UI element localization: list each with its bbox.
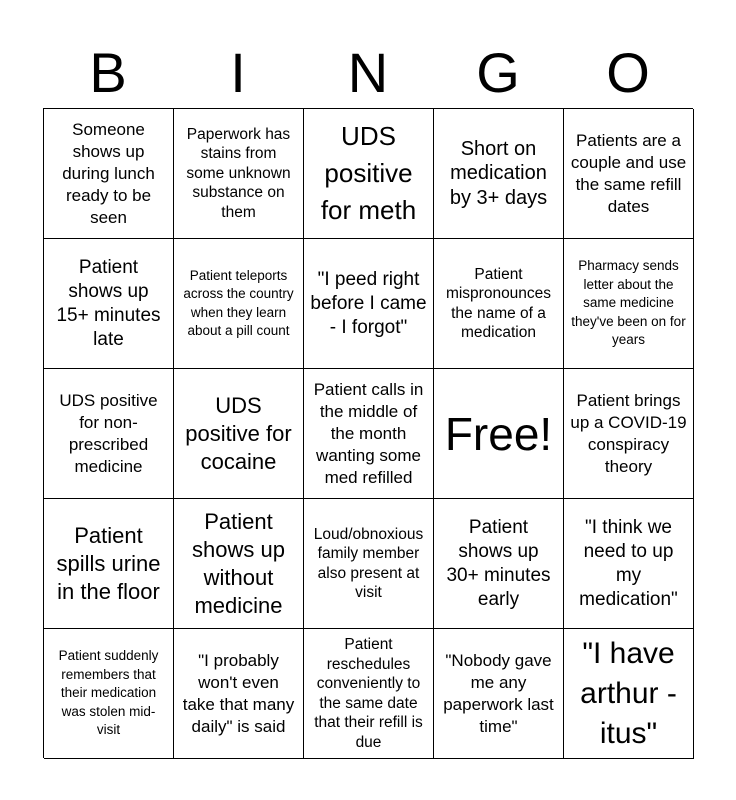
bingo-cell[interactable]	[174, 369, 304, 499]
bingo-cell[interactable]	[564, 499, 694, 629]
bingo-cell[interactable]	[44, 499, 174, 629]
cell-text: Patient shows up 15+ minutes late	[56, 256, 161, 350]
cell-text: "I peed right before I came - I forgot"	[310, 268, 427, 338]
bingo-cell[interactable]	[564, 109, 694, 239]
header-letter-n: N	[347, 41, 389, 104]
bingo-cell[interactable]	[304, 629, 434, 759]
bingo-cell[interactable]	[304, 239, 434, 369]
cell-text: Patient brings up a COVID-19 conspiracy theory	[570, 390, 687, 476]
cell-text: Patient mispronounces the name of a medication	[445, 265, 552, 341]
cell-text: Someone shows up during lunch ready to be seen	[62, 119, 155, 227]
bingo-cell[interactable]	[304, 499, 434, 629]
cell-text: Free!	[444, 407, 553, 460]
cell-text: Patients are a couple and use the same refill dates	[570, 130, 687, 216]
bingo-header	[43, 38, 693, 108]
bingo-cell[interactable]	[564, 239, 694, 369]
cell-text: "Nobody gave me any paperwork last time"	[443, 650, 554, 736]
cell-text: Patient suddenly remembers that their medication was stolen mid-visit	[58, 648, 159, 738]
bingo-cell[interactable]	[564, 629, 694, 759]
cell-text: Patient teleports across the country when they learn about a pill count	[183, 267, 294, 338]
cell-text: UDS positive for meth	[320, 121, 417, 225]
cell-text: "I have arthur - itus"	[580, 636, 677, 750]
header-letter-o: O	[606, 41, 650, 104]
bingo-cell[interactable]	[434, 109, 564, 239]
cell-text: UDS positive for non-prescribed medicine	[59, 390, 158, 476]
bingo-cell[interactable]	[44, 369, 174, 499]
cell-text: "I think we need to up my medication"	[579, 516, 678, 610]
bingo-cell[interactable]	[304, 369, 434, 499]
cell-text: Loud/obnoxious family member also present at visit	[313, 525, 424, 601]
bingo-cell[interactable]	[174, 239, 304, 369]
bingo-cell[interactable]	[174, 499, 304, 629]
bingo-cell[interactable]	[44, 239, 174, 369]
bingo-board	[43, 108, 693, 758]
header-letter-i: I	[230, 41, 246, 104]
cell-text: Pharmacy sends letter about the same medicine they've been on for years	[571, 258, 686, 348]
bingo-cell[interactable]	[44, 109, 174, 239]
bingo-cell[interactable]	[434, 629, 564, 759]
bingo-cell[interactable]	[174, 109, 304, 239]
cell-text: Short on medication by 3+ days	[449, 137, 548, 209]
free-space[interactable]	[434, 369, 564, 499]
bingo-cell[interactable]	[44, 629, 174, 759]
cell-text: Patient reschedules conveniently to the same date that their refill is due	[314, 636, 423, 751]
bingo-cell[interactable]	[434, 499, 564, 629]
bingo-cell[interactable]	[564, 369, 694, 499]
cell-text: "I probably won't even take that many daily" is said	[182, 650, 295, 736]
bingo-cell[interactable]	[304, 109, 434, 239]
cell-text: Paperwork has stains from some unknown substance on them	[186, 125, 291, 221]
cell-text: Patient spills urine in the floor	[56, 522, 161, 604]
cell-text: Patient shows up 30+ minutes early	[446, 516, 551, 610]
header-letter-b: B	[89, 41, 127, 104]
bingo-cell[interactable]	[174, 629, 304, 759]
header-letter-g: G	[476, 41, 520, 104]
bingo-cell[interactable]	[434, 239, 564, 369]
cell-text: Patient calls in the middle of the month wanting some med refilled	[313, 379, 424, 487]
cell-text: Patient shows up without medicine	[192, 508, 285, 618]
cell-text: UDS positive for cocaine	[185, 392, 292, 474]
